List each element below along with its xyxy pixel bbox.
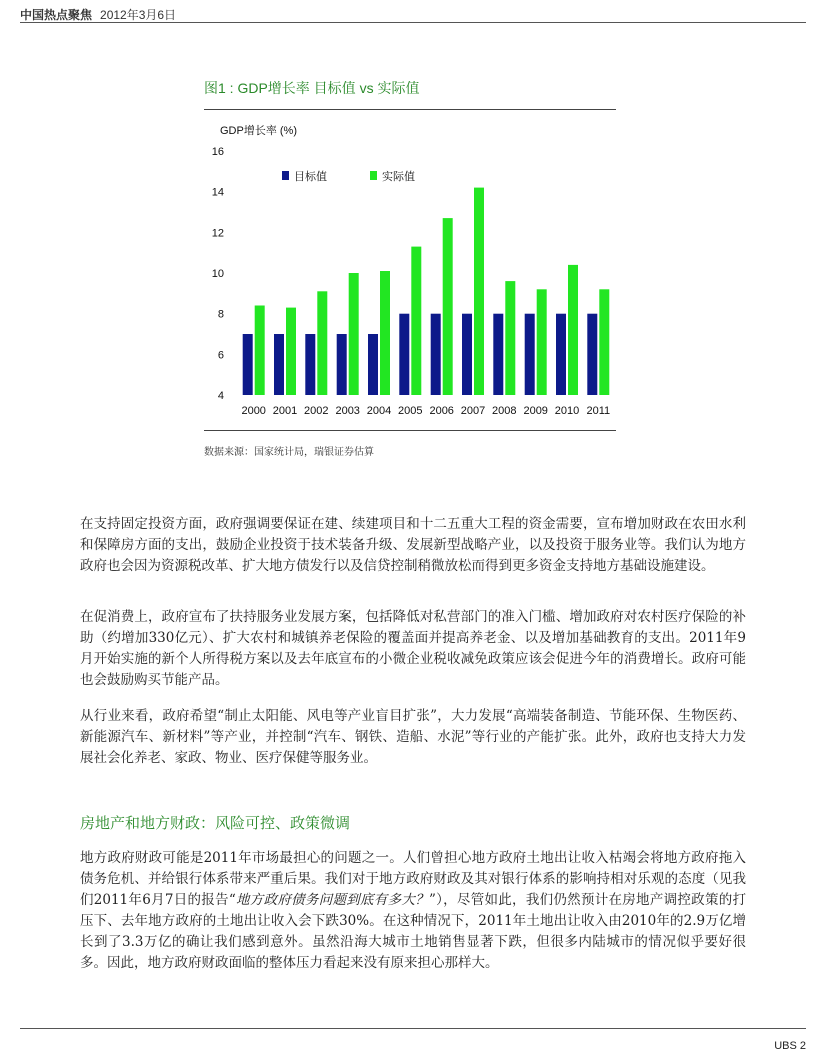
x-tick-label: 2003 [335,405,360,417]
bar-target-2001 [274,334,284,395]
x-tick-label: 2002 [304,405,329,417]
legend-label: 实际值 [382,170,415,183]
bar-actual-2004 [380,271,390,395]
y-tick-label: 14 [211,186,224,199]
bar-target-2007 [462,314,472,395]
y-tick-label: 10 [211,268,224,280]
paragraph-consumption: 在促消费上，政府宣布了扶持服务业发展方案，包括降低对私营部门的准入门槛、增加政府对农村医疗保险的补助（约增加330亿元）、扩大农村和城镇养老保险的覆盖面并提高养老金、以及增加基础教育的支出。2011年9月开始实施的新个人所得税方案以及去年底宣布的小微企业税收减免政策应该会促进今年的消费增长。政府可能也会鼓励购买节能产品。 [80,609,746,688]
figure-title: 图1 : GDP增长率 目标值 vs 实际值 [204,80,420,96]
bar-actual-2000 [255,306,265,396]
bar-actual-2009 [537,289,547,395]
figure-top-rule [204,109,616,110]
x-tick-label: 2001 [272,405,298,417]
bar-actual-2010 [568,265,578,395]
header-title: 中国热点聚焦 [20,8,93,22]
x-tick-label: 2007 [460,405,486,417]
footer-rule [20,1028,806,1029]
bar-target-2005 [399,314,409,395]
x-tick-label: 2008 [492,405,517,417]
bar-target-2006 [431,314,441,395]
x-tick-label: 2009 [523,405,548,417]
x-tick-label: 2011 [586,405,611,417]
report-title-link: 地方政府债务问题到底有多大？ [235,892,429,908]
bar-target-2011 [587,314,597,395]
legend-swatch [282,171,289,180]
x-tick-label: 2010 [554,405,580,417]
bar-actual-2008 [505,281,515,395]
chart-legend [282,169,415,183]
figure-source: 数据来源：国家统计局，瑞银证券估算 [204,447,374,458]
y-axis-label: GDP增长率 (%) [220,125,297,137]
bar-target-2008 [493,314,503,395]
page-header [20,6,176,23]
bar-actual-2007 [474,188,484,395]
bar-actual-2011 [599,289,609,395]
y-tick-label: 12 [211,227,224,240]
bar-target-2002 [305,334,315,395]
paragraph-investment: 在支持固定投资方面，政府强调要保证在建、续建项目和十二五重大工程的资金需要，宣布增加财政在农田水利和保障房方面的支出，鼓励企业投资于技术装备升级、发展新型战略产业，以及投资于服务业等。我们认为地方政府也会因为资源税改革、扩大地方债发行以及信贷控制稍微放松而得到更多资金支持地方基础设施建设。 [80,516,746,574]
bar-target-2000 [243,334,253,395]
x-tick-label: 2004 [366,405,392,417]
gdp-bar-chart [200,118,620,428]
y-axis-ticks [212,146,224,402]
bar-target-2003 [337,334,347,395]
local-finance-text-2: ”），尽管如此，我们仍然预计在房地产调控政策的打压下、去年地方政府的土地出让收入会下跌30%。在这种情况下，2011年土地出让收入由2010年的2.9万亿增长到了3.3万亿的确让我们感到意外。虽然沿海大城市土地销售显著下跌，但很多内陆城市的情况似乎要好很多。因此，地方政府财政面临的整体压力看起来没有原来担心那样大。 [80,892,747,971]
bar-actual-2001 [286,308,296,395]
y-tick-label: 6 [217,349,224,362]
y-tick-label: 16 [211,146,224,158]
legend-label: 目标值 [294,170,327,183]
x-tick-label: 2000 [241,405,266,417]
x-axis-ticks [241,405,610,417]
x-tick-label: 2005 [398,405,423,417]
bar-actual-2002 [317,291,327,395]
legend-swatch [370,171,377,180]
header-date: 2012年3月6日 [100,8,177,22]
bar-actual-2005 [411,247,421,395]
y-tick-label: 8 [217,308,224,321]
section-title: 房地产和地方财政：风险可控、政策微调 [80,814,351,832]
page-footer: UBS 2 [774,1040,806,1052]
paragraph-industry: 从行业来看，政府希望“制止太阳能、风电等产业盲目扩张”，大力发展“高端装备制造、节能环保、生物医药、新能源汽车、新材料”等产业，并控制“汽车、钢铁、造船、水泥”等行业的产能扩张。此外，政府也支持大力发展社会化养老、家政、物业、医疗保健等服务业。 [80,708,746,766]
bar-actual-2006 [443,218,453,395]
x-tick-label: 2006 [429,405,454,417]
bar-target-2009 [525,314,535,395]
bar-target-2010 [556,314,566,395]
header-rule [20,22,806,23]
local-finance-text-1: 地方政府财政可能是2011年市场最担心的问题之一。人们曾担心地方政府土地出让收入枯竭会将地方政府拖入债务危机、并给银行体系带来严重后果。我们对于地方政府财政及其对银行体系的影响持相对乐观的态度（见我们2011年6月7日的报告“ [80,850,746,908]
y-tick-label: 4 [217,390,224,402]
bar-actual-2003 [349,273,359,395]
bar-target-2004 [368,334,378,395]
paragraph-local-finance [80,848,746,974]
figure-bottom-rule [204,430,616,431]
bars-group [243,188,610,395]
